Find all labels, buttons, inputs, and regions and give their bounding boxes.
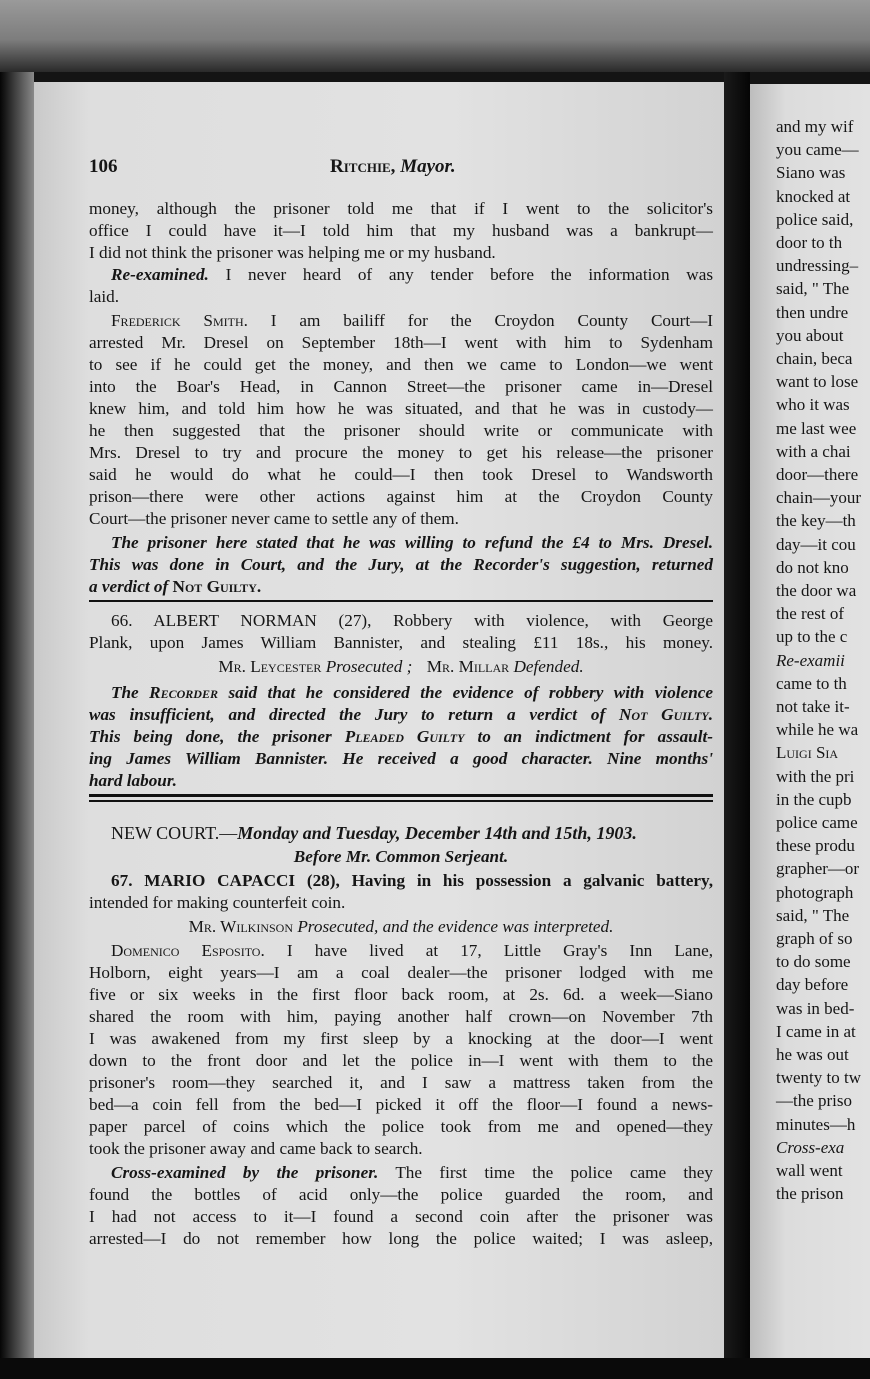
right-page-line: want to lose [776,372,859,392]
right-page-line: wall went [776,1161,843,1180]
running-head-name: Ritchie, [330,156,396,177]
right-page-line: you about [776,325,844,345]
right-page-line: minutes—h [776,1114,856,1134]
ruling-text: was insufficient, and directed the Jury to return a verdict of [89,705,606,724]
right-page-line: he was out [776,1045,849,1064]
right-page-line: was in bed- [776,998,855,1018]
counsel-line [89,916,713,938]
case-heading: Plank, upon James William Bannister, and stealing £11 18s., his money. [89,633,713,652]
text-line: Court—the prisoner never came to settle any of them. [89,509,459,528]
text-line: paper parcel of coins which the police took from me and opened—they [89,1117,713,1136]
case-heading: 66. ALBERT NORMAN (27), Robbery with violence, with George [111,611,713,630]
verdict-line: This was done in Court, and the Jury, at the Recorder's suggestion, returned [89,555,713,574]
right-page-line: police said, [776,209,854,229]
reexamined-label: Re-examined. [111,265,209,284]
ruling-text: This being done, the prisoner [89,727,332,746]
right-page-line: day—it cou [776,534,856,554]
witness-name: Domenico Esposito. [111,941,265,960]
text-line: took the prisoner away and came back to search. [89,1139,423,1158]
right-page-line: —the priso [776,1091,853,1111]
text-line: laid. [89,287,120,306]
plea-label: Pleaded Guilty [344,727,465,746]
right-page-line: not take it- [776,697,850,716]
scanner-top-margin [0,0,870,72]
text-line: found the bottles of acid only—the police guarded the room, and [89,1185,713,1204]
cross-exam-line [89,1162,713,1184]
right-page-line: Siano was [776,163,846,183]
right-page-line: door—there [776,465,859,484]
court-subheading: Before Mr. Common Serjeant. [293,847,509,866]
right-page-line: door to th [776,233,843,252]
witness-name: Frederick Smith. [111,311,248,330]
right-page-line: the door wa [776,581,857,600]
ruling-line [89,682,713,704]
text-line: money, although the prisoner told me that if I went to the solicitor's [89,199,713,218]
right-page-line: Re-examii [776,650,845,670]
text-line: down to the front door and let the police in—I went with them to the [89,1051,713,1070]
witness-text: I am bailiff for the Croydon County Court—I [270,311,714,330]
recorder-label: Recorder [149,683,218,702]
right-page-line: these produ [776,836,855,856]
text-line: knew him, and told him how he was situated, and that he was in custody— [89,399,713,418]
section-divider [89,800,713,802]
text-line: said he would do what he could—I then took Dresel to Wandsworth [89,465,713,484]
court-dates: Monday and Tuesday, December 14th and 15th, 1903. [237,823,637,843]
right-page-line: the key—th [776,511,856,531]
court-heading [89,822,713,844]
case-heading: 67. MARIO CAPACCI (28), Having in his possession a galvanic battery, [111,871,713,890]
right-page-line: police came [776,813,858,832]
right-page-line: photograph [776,882,854,902]
running-head-title: Mayor. [400,156,456,177]
text-line: office I could have it—I told him that my husband was a bankrupt— [89,221,713,240]
text-line: Mrs. Dresel to try and procure the money to get his release—the prisoner [89,443,713,462]
verdict-line [89,576,713,598]
prosecutor-name: Mr. Wilkinson [188,917,294,936]
right-page-line: with the pri [776,766,855,786]
right-page-line: me last wee [776,418,857,438]
prosecutor-name: Mr. Leycester [218,657,322,676]
verdict-result: Not Guilty. [618,705,714,724]
reexamined-line [89,264,713,286]
witness-line [89,310,713,332]
right-page-line: up to the c [776,627,848,647]
right-page-line: said, " The [776,905,850,925]
right-page-line: you came— [776,140,859,160]
text-line: arrested—I do not remember how long the police waited; I was asleep, [89,1229,713,1248]
right-page-line: while he wa [776,720,859,740]
ruling-text: to an indictment for assault- [477,727,714,746]
reexamined-text: I never heard of any tender before the information was [225,265,714,284]
defender-name: Mr. Millar [426,657,510,676]
right-page-line: undressing– [776,256,859,276]
ruling-line: ing James William Bannister. He received a good character. Nine months' [89,749,713,768]
text-line: bed—a coin fell from the bed—I picked it off the floor—I found a news- [89,1095,713,1114]
right-page-line: to do some [776,952,851,972]
text-line: prisoner's room—they searched it, and I saw a mattress taken from the [89,1073,713,1092]
prosecuted-label: Prosecuted, and the evidence was interpreted. [297,917,614,936]
ruling-line [89,726,713,748]
ruling-line: hard labour. [89,771,177,790]
running-head [330,154,456,180]
right-page-line: with a chai [776,441,851,461]
ruling-text: The [111,683,139,702]
right-page-line: twenty to tw [776,1068,861,1088]
text-line: to see if he could get the money, and then we came to London—we went [89,355,713,374]
right-page-line: the rest of [776,604,844,624]
right-page-line: the prison [776,1184,844,1204]
text-line: he then suggested that the prisoner should write or communicate with [89,421,713,440]
right-page-line: graph of so [776,929,853,948]
right-page-line: grapher—or [776,859,860,879]
section-divider [89,794,713,797]
text-line: I did not think the prisoner was helping me or my husband. [89,243,496,262]
text-line: five or six weeks in the first floor back room, at 2s. 6d. a week—Siano [89,985,713,1004]
witness-text: I have lived at 17, Little Gray's Inn Lane, [286,941,714,960]
verdict-line: The prisoner here stated that he was willing to refund the £4 to Mrs. Dresel. [111,533,713,552]
book-gutter [724,72,750,1379]
right-page-line: and my wif [776,117,854,136]
text-line: arrested Mr. Dresel on September 18th—I went with him to Sydenham [89,333,713,352]
right-page-line: Cross-exa [776,1137,845,1157]
verdict-result: Not Guilty. [172,577,262,596]
text-line: prison—there were other actions against him at the Croydon County [89,487,713,506]
case-heading: intended for making counterfeit coin. [89,893,346,912]
scanner-bottom-margin [0,1358,870,1379]
right-page-line: I came in at [776,1021,856,1041]
right-page-line: then undre [776,302,849,322]
right-page-line: day before [776,975,849,995]
counsel-line [89,656,713,678]
text-line: I was awakened from my first sleep by a knocking at the door—I went [89,1029,713,1048]
book-spine-edge [0,72,34,1379]
right-page-line: knocked at [776,186,851,206]
text-line: into the Boar's Head, in Cannon Street—the prisoner came in—Dresel [89,377,713,396]
prosecuted-label: Prosecuted ; [325,657,413,676]
text-line: Holborn, eight years—I am a coal dealer—the prisoner lodged with me [89,963,713,982]
ruling-line [89,704,713,726]
right-page-line: do not kno [776,557,849,577]
right-page-line: chain, beca [776,349,853,368]
cross-exam-label: Cross-examined by the prisoner. [111,1163,379,1182]
right-page-line: in the cupb [776,789,852,809]
right-page-line: came to th [776,673,847,693]
right-page-line: said, " The [776,279,850,299]
right-page-line: chain—your [776,488,861,508]
right-page-fragment [750,84,870,1360]
case-divider [89,600,713,602]
text-line: I had not access to it—I found a second coin after the prisoner was [89,1207,713,1226]
right-page-line: who it was [776,395,850,415]
court-name: NEW COURT.— [111,823,238,843]
page-number: 106 [89,156,118,177]
witness-line [89,940,713,962]
defended-label: Defended. [513,657,584,676]
text-line: shared the room with him, paying another half crown—on November 7th [89,1007,713,1026]
ruling-text: said that he considered the evidence of robbery with violence [228,683,714,702]
right-page-line: Luigi Sia [776,743,839,763]
verdict-text: a verdict of [89,577,169,596]
cross-exam-text: The first time the police came they [395,1163,714,1182]
